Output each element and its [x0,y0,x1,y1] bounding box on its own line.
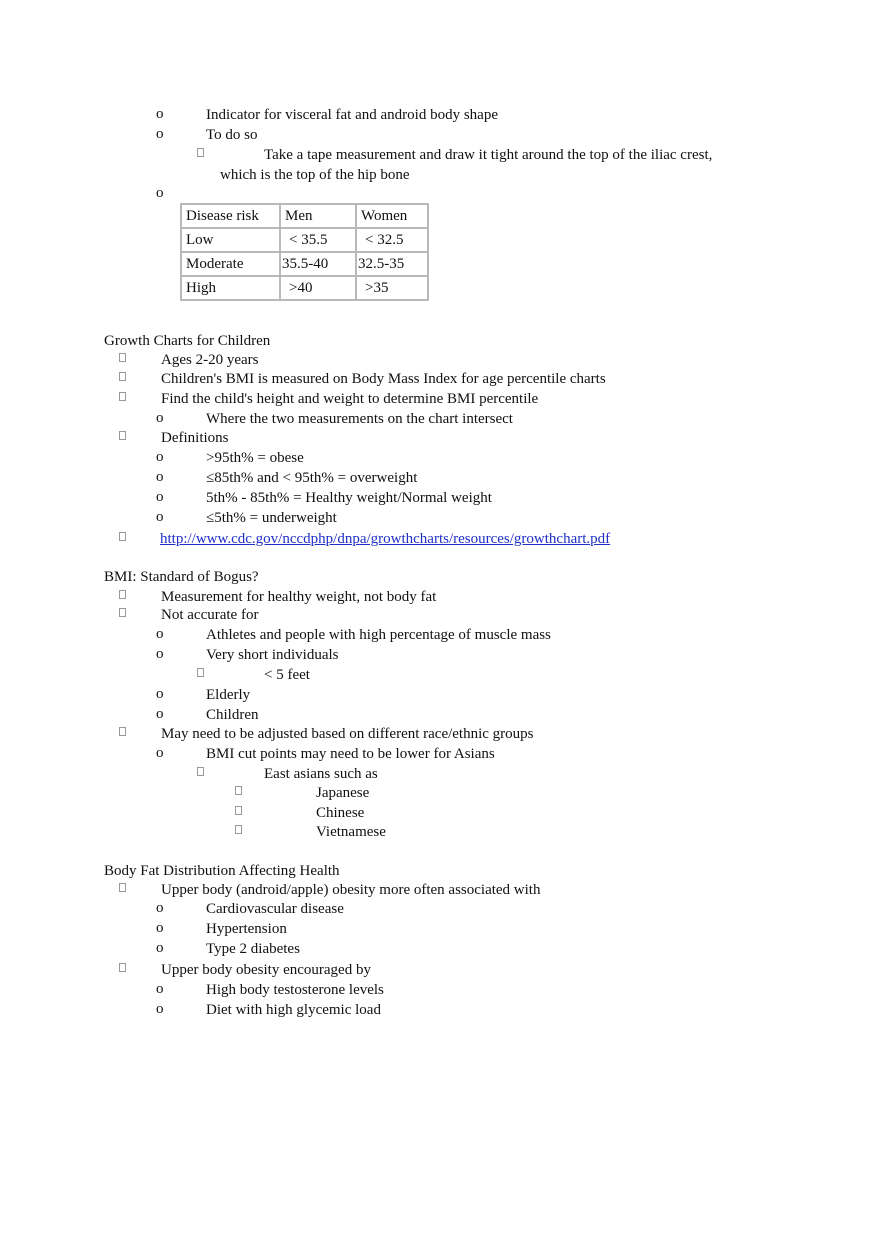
list-item: BMI cut points may need to be lower for Asians [206,746,495,762]
list-item: Athletes and people with high percentage of muscle mass [206,627,551,643]
list-item: Hypertension [206,921,287,937]
table-cell: Moderate [181,252,280,276]
bullet-o: o [156,626,164,642]
bullet-o: o [156,981,164,997]
table-row [181,252,428,276]
list-item: Find the child's height and weight to determine BMI percentile [161,391,539,407]
square-bullet-icon [235,806,242,815]
bullet-o: o [156,126,164,142]
bullet-o: o [156,706,164,722]
bullet-o: o [156,900,164,916]
square-bullet-icon [119,532,126,541]
bullet-o: o [156,509,164,525]
bullet-o: o [156,106,164,122]
bullet-o: o [156,410,164,426]
section-heading: Body Fat Distribution Affecting Health [104,863,340,879]
growthchart-link[interactable]: http://www.cdc.gov/nccdphp/dnpa/growthcharts/resources/growthchart.pdf [160,531,611,547]
table-header-cell: Disease risk [181,204,280,228]
bullet-o: o [156,469,164,485]
table-header-cell: Men [280,204,356,228]
disease-risk-table [180,203,429,301]
table-cell: < 32.5 [356,228,428,252]
table-cell: High [181,276,280,300]
table-row [181,276,428,300]
section-heading: BMI: Standard of Bogus? [104,569,259,585]
bullet-o: o [156,646,164,662]
list-item: Very short individuals [206,647,339,663]
list-item: Vietnamese [316,824,386,840]
bullet-o: o [156,940,164,956]
square-bullet-icon [235,786,242,795]
square-bullet-icon [197,148,204,157]
list-item: East asians such as [264,766,378,782]
list-item: Measurement for healthy weight, not body fat [161,589,437,605]
list-item: Cardiovascular disease [206,901,344,917]
list-item-continuation: which is the top of the hip bone [220,167,410,183]
list-item: Children [206,707,259,723]
list-item: Type 2 diabetes [206,941,300,957]
table-row [181,204,428,228]
square-bullet-icon [197,767,204,776]
square-bullet-icon [119,372,126,381]
list-item: Upper body (android/apple) obesity more often associated with [161,882,541,898]
list-item: Diet with high glycemic load [206,1002,381,1018]
square-bullet-icon [119,590,126,599]
bullet-o: o [156,1001,164,1017]
square-bullet-icon [235,825,242,834]
list-item: Japanese [316,785,370,801]
list-item: ≤85th% and < 95th% = overweight [206,470,418,486]
bullet-o: o [156,745,164,761]
bullet-o: o [156,920,164,936]
bullet-o: o [156,185,164,201]
square-bullet-icon [119,353,126,362]
list-item: Definitions [161,430,229,446]
list-item: < 5 feet [264,667,310,683]
list-item: >95th% = obese [206,450,304,466]
bullet-o: o [156,449,164,465]
list-item: Upper body obesity encouraged by [161,962,371,978]
list-item: Indicator for visceral fat and android body shape [206,107,498,123]
bullet-o: o [156,686,164,702]
list-item: Elderly [206,687,251,703]
square-bullet-icon [119,608,126,617]
table-cell: 35.5-40 [280,252,356,276]
table-row [181,228,428,252]
list-item: 5th% - 85th% = Healthy weight/Normal weight [206,490,492,506]
list-item: ≤5th% = underweight [206,510,337,526]
list-item: To do so [206,127,258,143]
square-bullet-icon [119,883,126,892]
square-bullet-icon [197,668,204,677]
table-cell: >40 [280,276,356,300]
list-item: Not accurate for [161,607,259,623]
square-bullet-icon [119,727,126,736]
list-item: Ages 2-20 years [161,352,259,368]
section-heading: Growth Charts for Children [104,333,271,349]
table-cell: Low [181,228,280,252]
square-bullet-icon [119,431,126,440]
square-bullet-icon [119,392,126,401]
list-item: High body testosterone levels [206,982,384,998]
table-header-cell: Women [356,204,428,228]
list-item: Where the two measurements on the chart intersect [206,411,513,427]
list-item: Children's BMI is measured on Body Mass Index for age percentile charts [161,371,606,387]
table-cell: >35 [356,276,428,300]
bullet-o: o [156,489,164,505]
list-item: Chinese [316,805,365,821]
table-cell: 32.5-35 [356,252,428,276]
square-bullet-icon [119,963,126,972]
table-cell: < 35.5 [280,228,356,252]
list-item: May need to be adjusted based on different race/ethnic groups [161,726,534,742]
list-item: Take a tape measurement and draw it tight around the top of the iliac crest, [264,147,713,163]
